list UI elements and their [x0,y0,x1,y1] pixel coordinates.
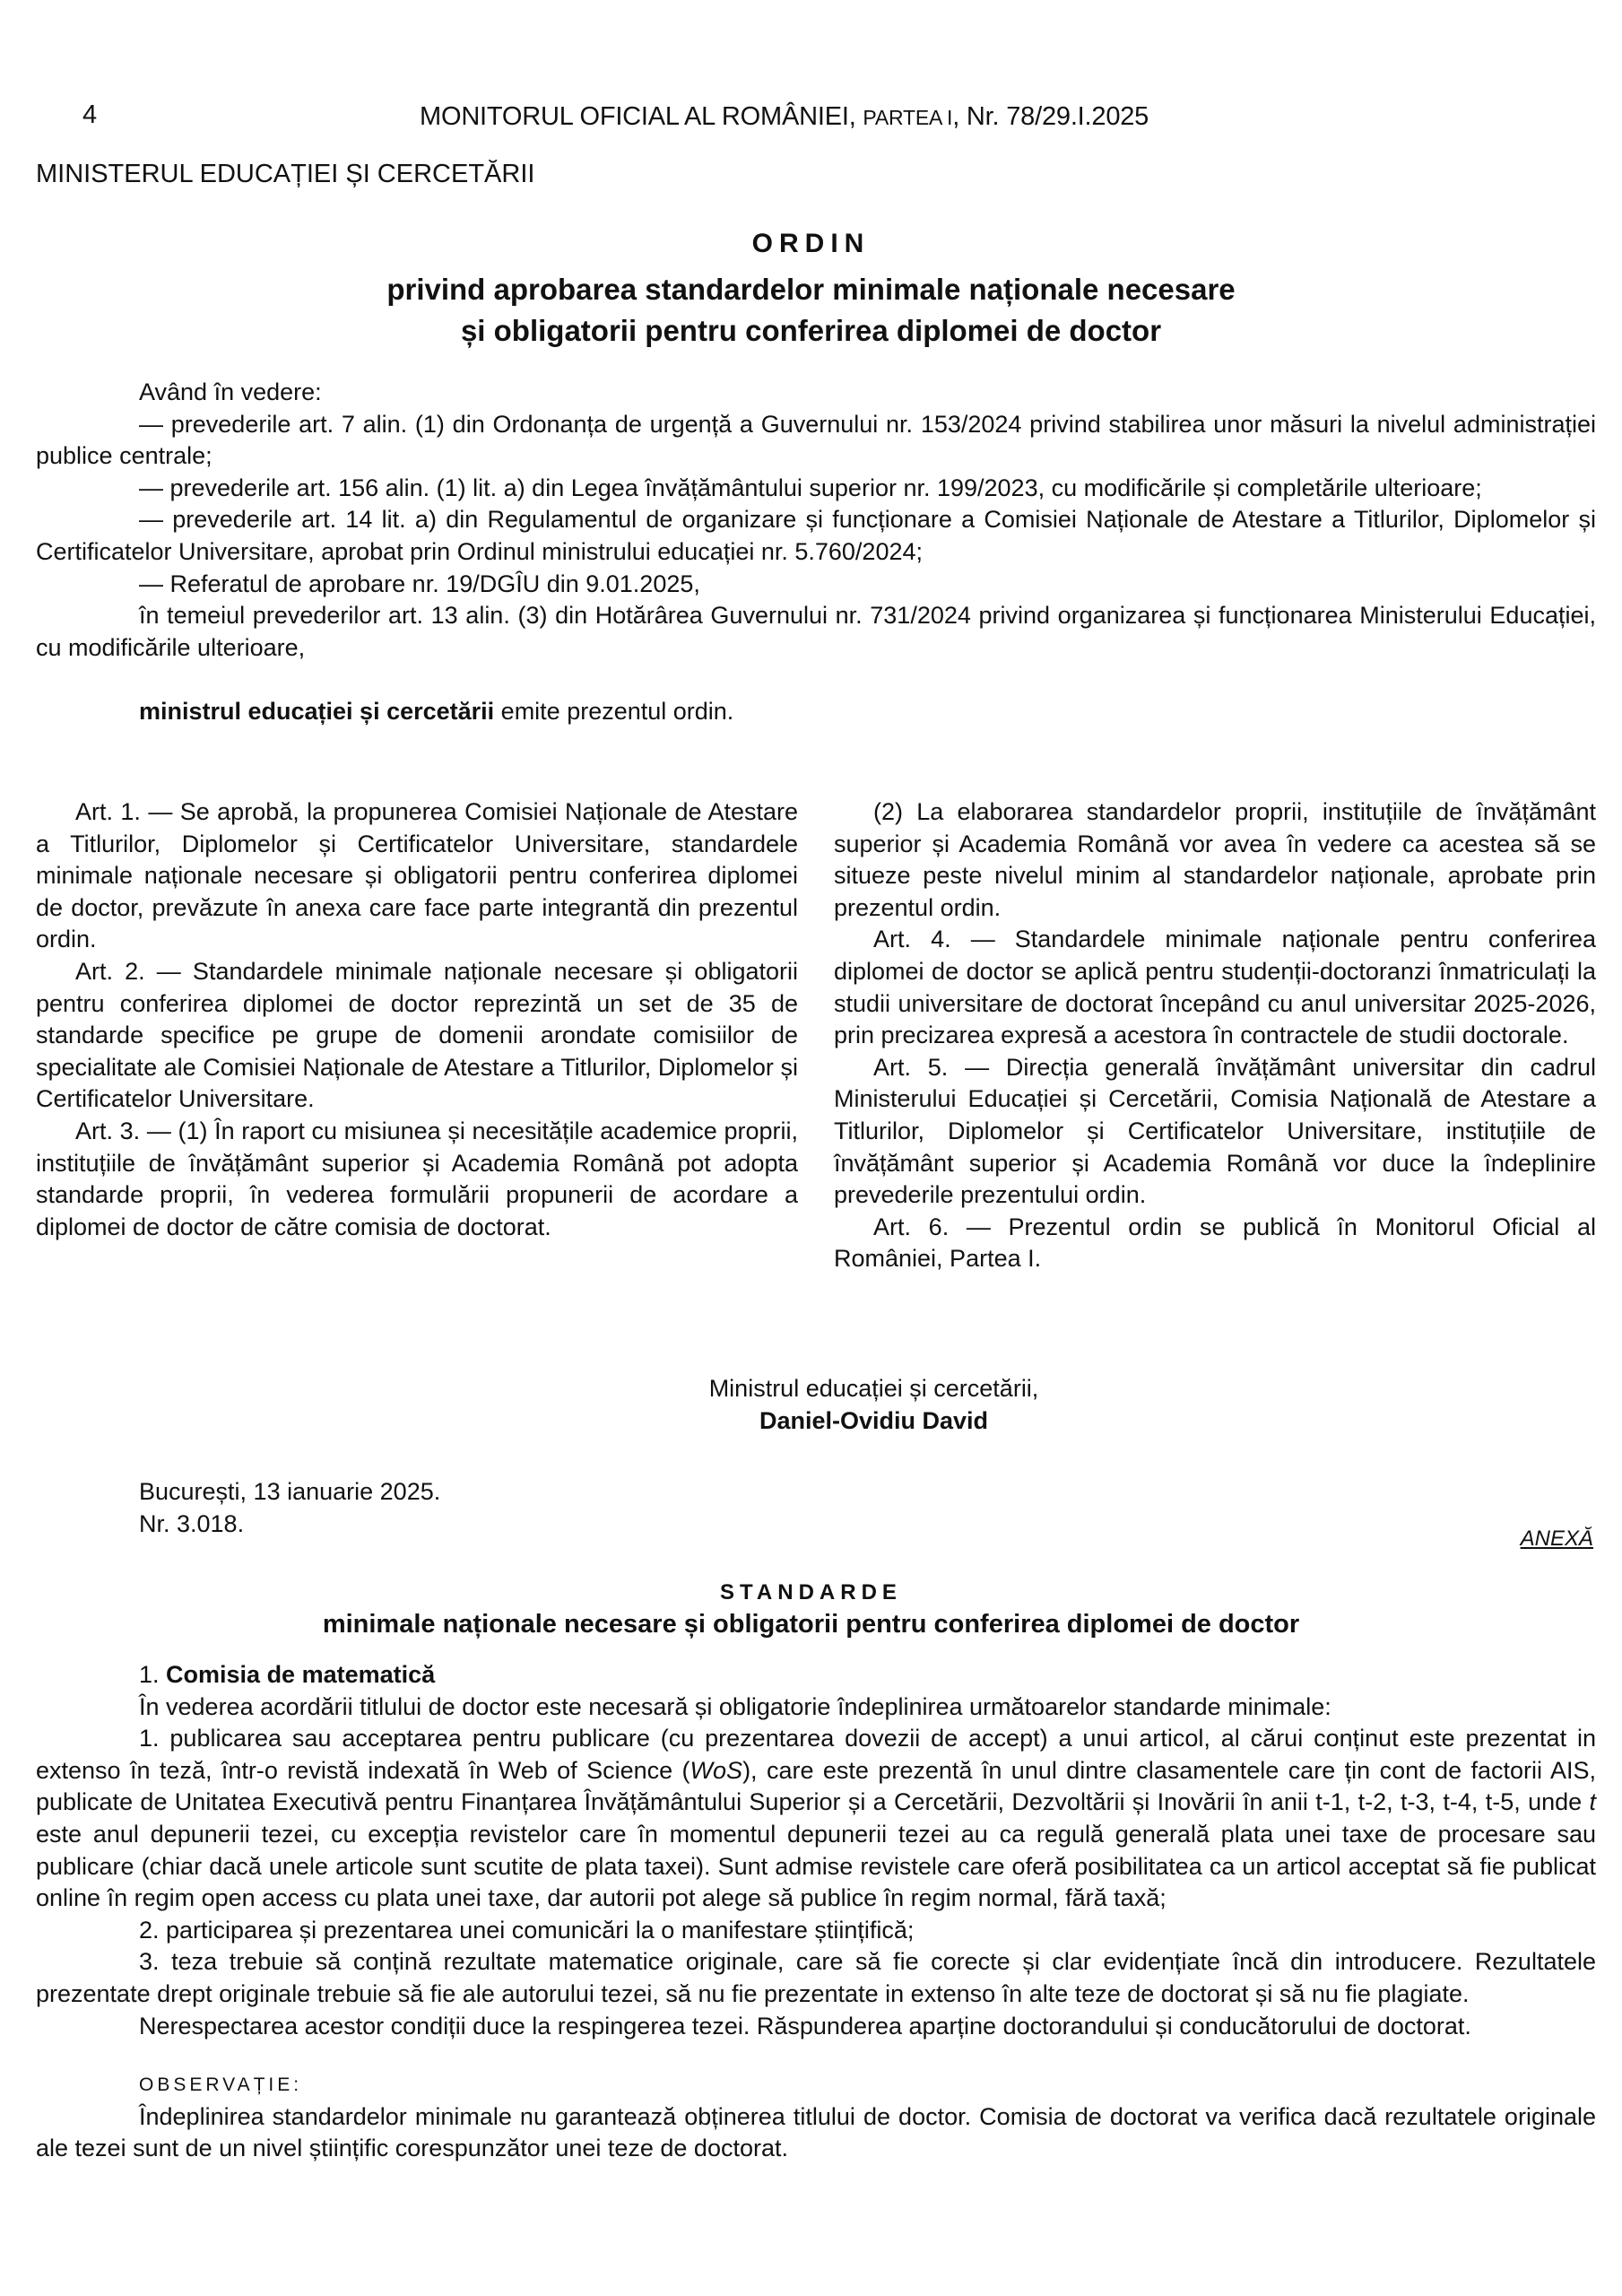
section-heading [36,1659,1596,1692]
dateline [139,1475,440,1540]
annex-title: STANDARDE [720,1580,902,1605]
running-head [420,102,1149,132]
preamble-item: — Referatul de aprobare nr. 19/DGÎU din 9.01.2025, [139,570,700,597]
articles-left-column [36,796,798,1243]
running-head-publication: MONITORUL OFICIAL AL ROMÂNIEI, [420,102,863,131]
article-3-para-1: Art. 3. — (1) În raport cu misiunea și necesitățile academice proprii, instituțiile de învățământ superior și Academia Română pot adopta standarde proprii, în vederea formulării propunerii de acordare a diplomei de doctor de către comisia de doctorat. [36,1117,798,1240]
preamble-intro: Având în vedere: [139,378,322,405]
standard-item-2: 2. participarea și prezentarea unei comunicări la o manifestare științifică; [139,1916,915,1944]
standard-item-1-text: 1. publicarea sau acceptarea pentru publicare (cu prezentarea dovezii de accept) a unui articol, al cărui conținut este prezentat in extenso în teză, într-o revistă indexată în Web of Science ( [36,1725,1596,1784]
preamble [36,377,1596,728]
signatory-role: Ministrul educației și cercetării, [708,1375,1039,1402]
page-number: 4 [82,100,98,129]
preamble-item: — prevederile art. 14 lit. a) din Regulamentul de organizare și funcționare a Comisiei Naționale de Atestare a Titlurilor, Diplomelor și Certificatelor Universitare, aprobat prin Ordinul ministrului educației nr. 5.760/2024; [36,506,1596,565]
signatory-name: Daniel-Ovidiu David [759,1407,989,1434]
standard-item-1 [36,1723,1596,1915]
enacting-formula [36,696,1596,728]
document-subtitle-line-2: și obligatorii pentru conferirea diplomei de doctor [460,314,1162,347]
variable-t: t [1589,1788,1596,1816]
enacting-authority: ministrul educației și cercetării [139,698,495,726]
annex-subtitle: minimale naționale necesare și obligatorii pentru conferirea diplomei de doctor [322,1610,1300,1639]
preamble-item: — prevederile art. 7 alin. (1) din Ordonanța de urgență a Guvernului nr. 153/2024 privind stabilirea unor măsuri la nivelul administrației publice centrale; [36,410,1596,470]
document-subtitle-line-1: privind aprobarea standardelor minimale naționale necesare [386,273,1236,306]
standards-intro: În vederea acordării titlului de doctor este necesară și obligatorie îndeplinirea următoarelor standarde minimale: [139,1692,1331,1720]
preamble-legal-basis: în temeiul prevederilor art. 13 alin. (3) din Hotărârea Guvernului nr. 731/2024 privind organizarea și funcționarea Ministerului Educației, cu modificările ulterioare, [36,602,1596,661]
issuing-ministry: MINISTERUL EDUCAȚIEI ȘI CERCETĂRII [36,160,535,188]
standard-item-3: 3. teza trebuie să conțină rezultate matematice originale, care să fie corecte și clar evidențiate încă din introducere. Rezultatele prezentate drept originale trebuie să fie ale autorului tezei, să nu fie prezentate in extenso în alte teze de doctorat și să nu fie plagiate. [36,1948,1596,2007]
running-head-issue: , Nr. 78/29.I.2025 [952,102,1149,131]
article-4: Art. 4. — Standardele minimale naționale pentru conferirea diplomei de doctor se aplică pentru studenții-doctoranzi înmatriculați la studii universitare de doctorat începând cu anul universitar 2025-2026, prin precizarea expresă a acestora în contractele de studii doctorale. [834,926,1596,1049]
consequence-paragraph: Nerespectarea acestor condiții duce la respingerea tezei. Răspunderea aparține doctorandului și conducătorului de doctorat. [139,2012,1471,2039]
article-5: Art. 5. — Direcția generală învățământ universitar din cadrul Ministerului Educației și Cercetării, Comisia Națională de Atestare a Titlurilor, Diplomelor și Certificatelor Universitare, instituțiile de învățământ superior și Academia Română vor duce la îndeplinire prevederile prezentului ordin. [834,1053,1596,1209]
order-number: Nr. 3.018. [139,1510,245,1537]
article-1: Art. 1. — Se aprobă, la propunerea Comisiei Naționale de Atestare a Titlurilor, Diplomelor și Certificatelor Universitare, standardele minimale naționale necesare și obligatorii pentru conferirea diplomei de doctor, prevăzute în anexa care face parte integrantă din prezentul ordin. [36,798,798,953]
article-3-para-2: (2) La elaborarea standardelor proprii, instituțiile de învățământ superior și Academia Română vor avea în vedere ca acestea să se situeze peste nivelul minim al standardelor naționale, aprobate prin prezentul ordin. [834,798,1596,921]
enacting-text: emite prezentul ordin. [494,698,734,726]
running-head-part: PARTEA I [863,106,953,129]
place-and-date: București, 13 ianuarie 2025. [139,1478,441,1505]
article-6: Art. 6. — Prezentul ordin se publică în Monitorul Oficial al României, Partea I. [834,1213,1596,1273]
annex-body [36,1659,1596,2165]
articles-right-column [834,796,1596,1275]
section-title: Comisia de matematică [166,1661,436,1688]
article-2: Art. 2. — Standardele minimale naționale necesare și obligatorii pentru conferirea diplomei de doctor reprezintă un set de 35 de standarde specifice pe grupe de domenii arondate comisiilor de specialitate ale Comisiei Naționale de Atestare a Titlurilor, Diplomelor și Certificatelor Universitare. [36,957,798,1113]
wos-abbreviation: WoS [690,1756,743,1784]
signature-block [0,1372,1622,1437]
preamble-item: — prevederile art. 156 alin. (1) lit. a) din Legea învățământului superior nr. 199/2023, cu modificările și completările ulterioare; [139,474,1482,501]
annex-label: ANEXĂ [1520,1526,1593,1551]
section-number: 1. [139,1661,167,1688]
observation-text: Îndeplinirea standardelor minimale nu garantează obținerea titlului de doctor. Comisia de doctorat va verifica dacă rezultatele originale ale tezei sunt de un nivel științific corespunzător unei teze de doctorat. [36,2102,1596,2162]
standard-item-1-text: ), care este prezentă în unul dintre clasamentele care țin cont de factorii AIS, publicate de Unitatea Executivă pentru Finanțarea Învățământului Superior și a Cercetării, Dezvoltării și Inovării în anii t-1, t-2, t-3, t-4, t-5, unde [36,1756,1596,1816]
document-title: ORDIN [751,229,871,258]
observation-label: OBSERVAȚIE: [139,2074,303,2096]
standard-item-1-text: este anul depunerii tezei, cu excepția revistelor care în momentul depunerii tezei au ca regulă generală plata unei taxe de procesare sau publicare (chiar dacă unele articole sunt scutite de plata taxei). Sunt admise revistele care oferă posibilitatea ca un articol acceptat să fie publicat online în regim open access cu plata unei taxe, dar autorii pot alege să publice în regim normal, fără taxă; [36,1820,1596,1912]
